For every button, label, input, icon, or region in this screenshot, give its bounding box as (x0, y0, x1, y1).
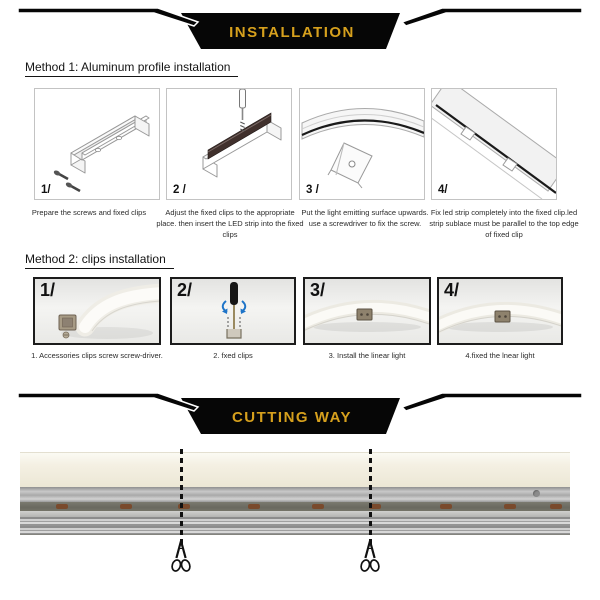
strip-metal-band (20, 487, 570, 502)
banner-bar-right (402, 393, 582, 411)
method1-step2-caption: Adjust the fixed clips to the appropriate place. then insert the LED strip into the fixed clips (156, 208, 304, 239)
metal-clip-icon (357, 309, 372, 320)
cut-mark (550, 504, 562, 509)
scissors-icon (168, 540, 194, 574)
step-number: 2 / (173, 184, 186, 196)
step-number: 4/ (444, 280, 460, 300)
fixing-clip-illustration (328, 143, 372, 188)
method1-step2-panel (166, 88, 292, 200)
cutting-way-banner (0, 385, 600, 439)
method1-step3-caption: Put the light emitting surface upwards. use a screwdriver to fix the screw. (301, 208, 429, 228)
step-number: 1/ (40, 280, 56, 300)
screwdriver-icon (230, 282, 238, 329)
method2-step1-panel (33, 277, 161, 345)
screw-hole (533, 490, 540, 497)
step-number: 4/ (438, 184, 448, 196)
cutting-way-banner-title: CUTTING WAY (231, 409, 353, 426)
strip-ribbed-base (20, 517, 570, 535)
method1-step1-panel (34, 88, 160, 200)
method1-step4-panel (431, 88, 557, 200)
method1-step3-panel (299, 88, 425, 200)
method2-step2-panel (170, 277, 296, 345)
cut-mark (504, 504, 516, 509)
step-number: 3/ (310, 280, 326, 300)
method2-step4-caption: 4.fixed the lnear light (465, 351, 535, 360)
step-number: 3 / (306, 184, 319, 196)
method2-step3-panel (303, 277, 431, 345)
installation-banner (0, 0, 600, 54)
cut-mark (120, 504, 132, 509)
aluminum-profile-screws-illustration (35, 89, 159, 199)
banner-bar-left (18, 8, 198, 26)
screws-icon (53, 169, 80, 191)
curved-strip-clip-illustration (300, 89, 424, 199)
strip-silicone-top (20, 452, 570, 487)
method2-step3-caption: 3. Install the linear light (328, 351, 406, 360)
cut-line-right (369, 449, 372, 549)
strip-pcb-band (20, 502, 570, 511)
cut-mark (440, 504, 452, 509)
step-number: 1/ (41, 184, 51, 196)
banner-bar-left (18, 393, 198, 411)
step-number: 2/ (177, 280, 193, 300)
method1-step4-caption: Fix led strip completely into the fixed clip.led strip sublace must be parallel to the top edge of fixed clip (429, 208, 579, 239)
method1-step1-caption: Prepare the screws and fixed clips (31, 208, 147, 217)
led-strip-illustration (208, 113, 271, 159)
cut-line-left (180, 449, 183, 549)
cut-mark (248, 504, 260, 509)
method2-step1-caption: 1. Accessories clips screw screw-driver. (31, 351, 163, 360)
profile-strip-screwdriver-illustration (167, 89, 291, 199)
strip-fixed-in-clip-illustration (432, 89, 556, 199)
metal-clip-icon (495, 311, 510, 322)
method2-step2-caption: 2. fxed clips (213, 351, 253, 360)
method1-heading: Method 1: Aluminum profile installation (25, 60, 238, 77)
method2-step4-panel (437, 277, 563, 345)
installation-banner-title: INSTALLATION (229, 24, 355, 41)
cut-mark (56, 504, 68, 509)
scissors-icon (357, 540, 383, 574)
banner-bar-right (402, 8, 582, 26)
screwdriver-icon (240, 89, 246, 131)
method2-heading: Method 2: clips installation (25, 252, 174, 269)
cut-mark (312, 504, 324, 509)
led-strip-cutting-photo (20, 452, 570, 535)
